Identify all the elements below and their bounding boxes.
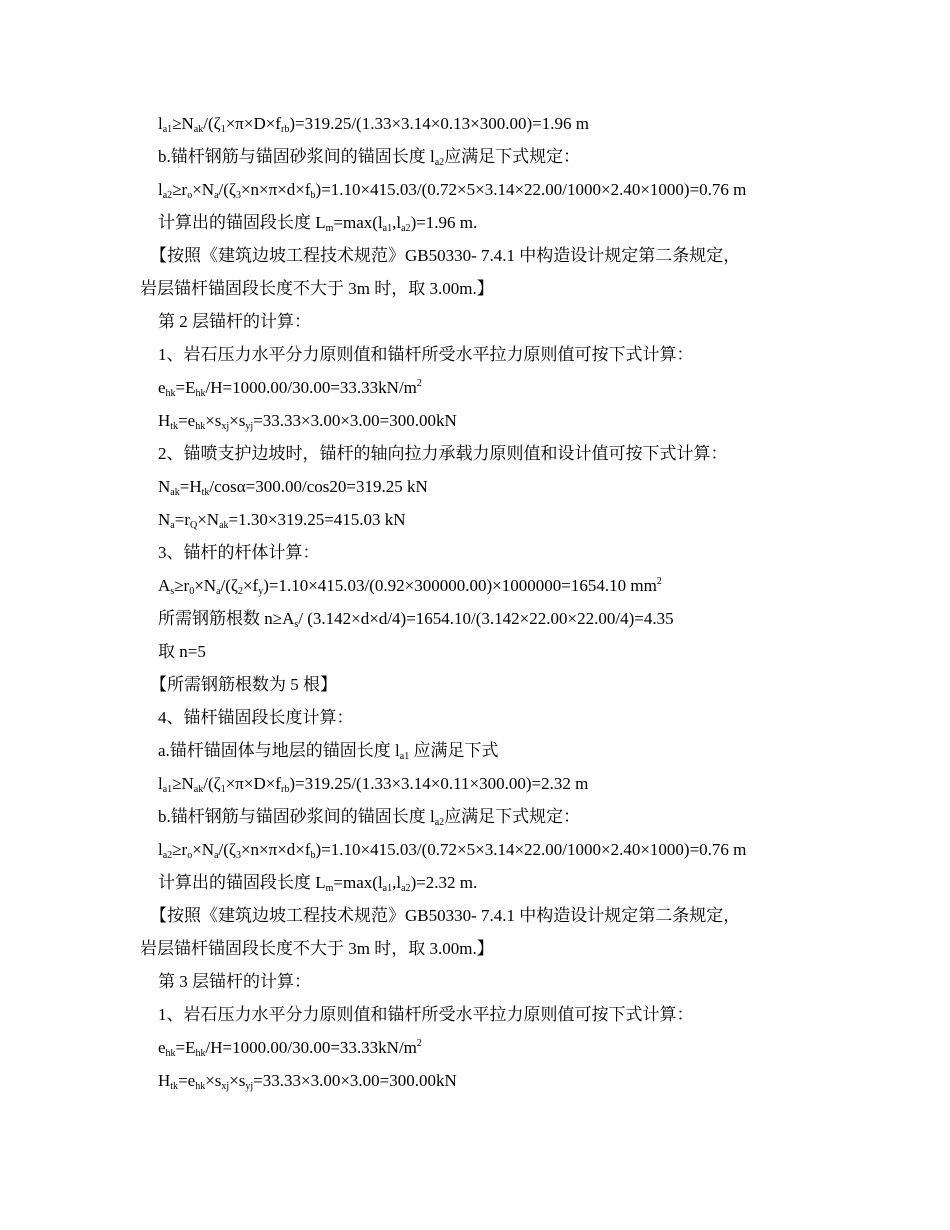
text-segment: ×π×D×f	[225, 774, 281, 793]
text-segment: )=1.96 m.	[410, 213, 478, 232]
text-segment: b.锚杆钢筋与锚固砂浆间的锚固长度 l	[158, 807, 435, 826]
text-segment: ×n×π×d×f	[240, 180, 311, 199]
text-line	[158, 1037, 422, 1059]
text-segment: =max(l	[333, 873, 383, 892]
text-line	[158, 377, 422, 399]
text-segment: 4、锚杆锚固段长度计算：	[158, 708, 354, 727]
subscript: s	[170, 586, 175, 597]
text-line	[158, 476, 428, 498]
text-segment: ×f	[242, 576, 259, 595]
text-line	[158, 839, 746, 861]
text-line	[140, 938, 494, 960]
text-segment: 【按照《建筑边坡工程技术规范》GB50330- 7.4.1 中构造设计规定第二条规定，	[150, 906, 741, 925]
text-segment: )=319.25/(1.33×3.14×0.11×300.00)=2.32 m	[289, 774, 589, 793]
subscript: rb	[280, 784, 290, 795]
subscript: a2	[162, 850, 173, 861]
text-segment: /(ζ	[203, 114, 221, 133]
text-segment: ,l	[392, 213, 402, 232]
text-segment: =r	[174, 510, 190, 529]
text-line	[158, 575, 662, 597]
text-line	[158, 773, 588, 795]
subscript: a2	[434, 817, 445, 828]
text-segment: l	[158, 840, 163, 859]
subscript: m	[325, 223, 334, 234]
subscript: hk	[195, 1048, 206, 1059]
text-segment: /(ζ	[218, 180, 236, 199]
text-segment: =E	[175, 378, 196, 397]
subscript: a2	[162, 190, 173, 201]
text-segment: ×π×D×f	[225, 114, 281, 133]
text-segment: e	[158, 378, 166, 397]
subscript: a1	[399, 751, 410, 762]
text-segment: 应满足下式	[409, 741, 499, 760]
subscript: hk	[195, 421, 206, 432]
subscript: a	[170, 520, 175, 531]
subscript: xj	[221, 1081, 230, 1092]
subscript: 3	[235, 850, 241, 861]
text-segment: a.锚杆锚固体与地层的锚固长度 l	[158, 741, 400, 760]
subscript: yj	[245, 421, 254, 432]
text-segment: =e	[178, 411, 196, 430]
subscript: a1	[162, 784, 173, 795]
subscript: ak	[193, 784, 204, 795]
superscript: 2	[416, 1038, 422, 1049]
text-segment: 3、锚杆的杆体计算：	[158, 543, 320, 562]
subscript: a	[216, 586, 221, 597]
text-segment: )=1.10×415.03/(0.72×5×3.14×22.00/1000×2.40×1000)=0.76 m	[315, 840, 747, 859]
text-segment: ≥r	[172, 840, 188, 859]
text-line	[158, 113, 589, 135]
text-segment: 1、岩石压力水平分力原则值和锚杆所受水平拉力原则值可按下式计算：	[158, 345, 694, 364]
text-segment: H	[158, 411, 171, 430]
subscript: ak	[193, 124, 204, 135]
subscript: a	[214, 190, 219, 201]
subscript: tk	[170, 1081, 179, 1092]
text-segment: ,l	[392, 873, 402, 892]
text-segment: =33.33×3.00×3.00=300.00kN	[253, 411, 457, 430]
text-segment: =E	[175, 1038, 196, 1057]
subscript: Q	[189, 520, 198, 531]
section-heading	[158, 311, 311, 333]
text-segment: l	[158, 180, 163, 199]
text-segment: /(ζ	[203, 774, 221, 793]
subscript: a1	[382, 883, 393, 894]
text-segment: 应满足下式规定：	[444, 807, 581, 826]
text-line	[158, 872, 477, 894]
text-segment: 【按照《建筑边坡工程技术规范》GB50330- 7.4.1 中构造设计规定第二条规定，	[150, 246, 741, 265]
text-segment: /(ζ	[220, 576, 238, 595]
text-line	[158, 344, 694, 366]
text-line	[158, 608, 674, 630]
subscript: ak	[219, 520, 229, 531]
subscript: s	[294, 619, 299, 630]
subscript: hk	[195, 1081, 206, 1092]
text-segment: ×n×π×d×f	[240, 840, 311, 859]
text-segment: 计算出的锚固段长度 L	[158, 213, 326, 232]
text-segment: 1、岩石压力水平分力原则值和锚杆所受水平拉力原则值可按下式计算：	[158, 1005, 694, 1024]
text-segment: ×s	[229, 1071, 246, 1090]
text-line	[158, 806, 580, 828]
subscript: tk	[170, 421, 179, 432]
subscript: tk	[201, 487, 210, 498]
text-segment: )=319.25/(1.33×3.14×0.13×300.00)=1.96 m	[289, 114, 589, 133]
subscript: o	[187, 190, 193, 201]
subscript: 1	[220, 784, 226, 795]
subscript: a2	[401, 883, 411, 894]
text-segment: b.锚杆钢筋与锚固砂浆间的锚固长度 l	[158, 147, 435, 166]
subscript: a2	[434, 157, 445, 168]
text-segment: ≥r	[174, 576, 190, 595]
text-segment: /cosα=300.00/cos20=319.25 kN	[209, 477, 428, 496]
text-segment: )=2.32 m.	[410, 873, 478, 892]
text-line	[150, 245, 740, 267]
text-line	[158, 1070, 457, 1092]
text-segment: A	[158, 576, 171, 595]
text-segment: =H	[179, 477, 202, 496]
superscript: 2	[416, 378, 422, 389]
text-segment: /H=1000.00/30.00=33.33kN/m	[205, 378, 417, 397]
text-line	[158, 443, 728, 465]
subscript: 0	[189, 586, 195, 597]
text-line	[158, 707, 354, 729]
text-segment: 第 2 层锚杆的计算：	[158, 312, 311, 331]
subscript: 3	[235, 190, 241, 201]
subscript: b	[310, 190, 316, 201]
text-segment: ×s	[229, 411, 246, 430]
text-line	[158, 542, 320, 564]
subscript: a1	[382, 223, 393, 234]
subscript: yj	[245, 1081, 254, 1092]
superscript: 2	[656, 576, 662, 587]
text-segment: /H=1000.00/30.00=33.33kN/m	[205, 1038, 417, 1057]
subscript: xj	[221, 421, 230, 432]
text-line	[158, 179, 746, 201]
text-segment: ×N	[192, 180, 215, 199]
text-segment: 计算出的锚固段长度 L	[158, 873, 326, 892]
text-line	[158, 509, 406, 531]
text-segment: ×s	[205, 1071, 222, 1090]
text-segment: ×N	[194, 576, 217, 595]
text-segment: e	[158, 1038, 166, 1057]
text-line	[158, 410, 457, 432]
text-segment: =max(l	[333, 213, 383, 232]
text-line	[158, 146, 580, 168]
subscript: hk	[165, 1048, 176, 1059]
text-segment: / (3.142×d×d/4)=1654.10/(3.142×22.00×22.00/4)=4.35	[298, 609, 674, 628]
text-segment: 【所需钢筋根数为 5 根】	[150, 675, 337, 694]
text-segment: 第 3 层锚杆的计算：	[158, 972, 311, 991]
text-segment: )=1.10×415.03/(0.92×300000.00)×1000000=1654.10 mm	[263, 576, 657, 595]
subscript: hk	[195, 388, 206, 399]
subscript: y	[258, 586, 264, 597]
text-line	[158, 1004, 694, 1026]
text-segment: ×s	[205, 411, 222, 430]
text-segment: 应满足下式规定：	[444, 147, 581, 166]
text-line	[140, 278, 494, 300]
text-line	[150, 905, 740, 927]
text-segment: 所需钢筋根数 n≥A	[158, 609, 295, 628]
section-heading	[158, 971, 311, 993]
subscript: a2	[401, 223, 411, 234]
text-segment: H	[158, 1071, 171, 1090]
subscript: hk	[165, 388, 176, 399]
subscript: m	[325, 883, 334, 894]
text-segment: =e	[178, 1071, 196, 1090]
text-segment: 岩层锚杆锚固段长度不大于 3m 时，取 3.00m.】	[140, 939, 494, 958]
subscript: 2	[237, 586, 243, 597]
subscript: rb	[280, 124, 290, 135]
subscript: o	[187, 850, 193, 861]
subscript: 1	[220, 124, 226, 135]
text-segment: 取 n=5	[158, 642, 206, 661]
text-segment: l	[158, 114, 163, 133]
text-line	[158, 212, 477, 234]
subscript: a	[214, 850, 219, 861]
text-segment: ×N	[197, 510, 220, 529]
subscript: b	[310, 850, 316, 861]
text-segment: ≥r	[172, 180, 188, 199]
subscript: a1	[162, 124, 173, 135]
text-segment: =33.33×3.00×3.00=300.00kN	[253, 1071, 457, 1090]
text-segment: /(ζ	[218, 840, 236, 859]
text-line	[150, 674, 337, 696]
text-line	[158, 740, 498, 762]
text-segment: N	[158, 510, 171, 529]
text-segment: )=1.10×415.03/(0.72×5×3.14×22.00/1000×2.40×1000)=0.76 m	[315, 180, 747, 199]
text-segment: N	[158, 477, 171, 496]
text-segment: l	[158, 774, 163, 793]
text-segment: ×N	[192, 840, 215, 859]
text-line	[158, 641, 206, 663]
text-segment: ≥N	[172, 774, 194, 793]
text-segment: ≥N	[172, 114, 194, 133]
text-segment: 2、锚喷支护边坡时，锚杆的轴向拉力承载力原则值和设计值可按下式计算：	[158, 444, 728, 463]
text-segment: 岩层锚杆锚固段长度不大于 3m 时，取 3.00m.】	[140, 279, 494, 298]
text-segment: =1.30×319.25=415.03 kN	[228, 510, 406, 529]
subscript: ak	[170, 487, 180, 498]
